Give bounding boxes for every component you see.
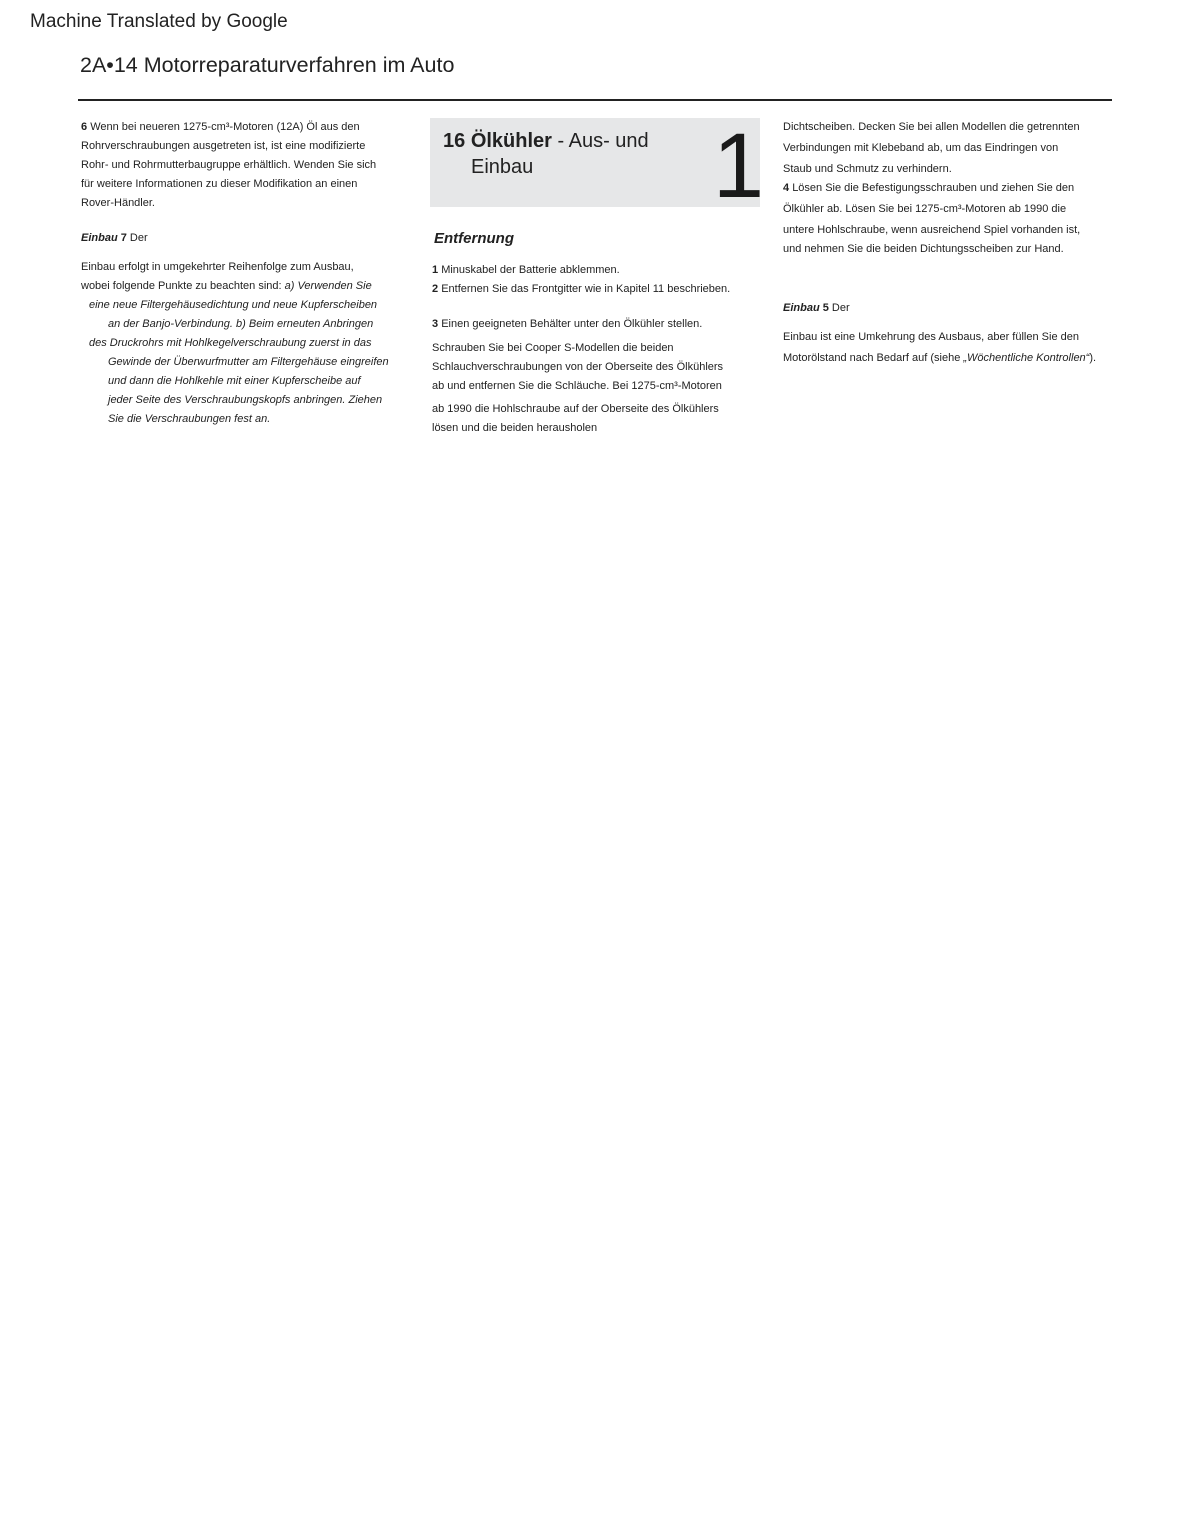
step-text: Lösen Sie die Befestigungsschrauben und ziehen Sie den <box>792 182 1075 194</box>
section-title <box>443 128 703 180</box>
step-text: Entfernen Sie das Frontgitter wie in Kapitel 11 beschrieben. <box>441 283 731 295</box>
text-italic: Gewinde der Überwurfmutter am Filtergehäuse eingreifen <box>108 356 389 368</box>
text-line: Rohrverschraubungen ausgetreten ist, ist eine modifizierte <box>81 140 366 152</box>
text-line: Verbindungen mit Klebeband ab, um das Eindringen von <box>783 142 1059 154</box>
step-number: 7 <box>120 232 127 244</box>
text-line: Schrauben Sie bei Cooper S-Modellen die beiden <box>432 342 674 354</box>
text-line: Dichtscheiben. Decken Sie bei allen Modellen die getrennten <box>783 121 1080 133</box>
paragraph-6 <box>81 118 417 137</box>
step-number: 4 <box>783 182 790 194</box>
text-italic: an der Banjo-Verbindung. b) Beim erneuten Anbringen <box>108 318 374 330</box>
step-3 <box>432 315 762 334</box>
text-line: ab 1990 die Hohlschraube auf der Oberseite des Ölkühlers <box>432 403 719 415</box>
difficulty-number: 1 <box>712 115 764 217</box>
text-line: untere Hohlschraube, wenn ausreichend Spiel vorhanden ist, <box>783 224 1081 236</box>
section-heading-box <box>430 115 764 217</box>
step-text: Minuskabel der Batterie abklemmen. <box>441 264 620 276</box>
step-number: 5 <box>822 302 829 314</box>
text-plain: Motorölstand nach Bedarf auf (siehe <box>783 352 964 364</box>
text-line <box>81 315 417 334</box>
text-line: für weitere Informationen zu dieser Modifikation an einen <box>81 178 358 190</box>
text-plain: wobei folgende Punkte zu beachten sind: <box>81 280 285 292</box>
text-line <box>81 277 417 296</box>
column-1 <box>81 118 417 429</box>
text-line <box>81 353 417 372</box>
text-line: Einbau erfolgt in umgekehrter Reihenfolge zum Ausbau, <box>81 261 354 273</box>
text-line <box>81 296 417 315</box>
step-number: 3 <box>432 318 439 330</box>
text-word: Der <box>129 232 148 244</box>
text-line <box>81 372 417 391</box>
step-number: 2 <box>432 283 439 295</box>
text-line: Rover-Händler. <box>81 197 155 209</box>
text-line: Rohr- und Rohrmutterbaugruppe erhältlich. Wenden Sie sich <box>81 159 377 171</box>
text-italic: des Druckrohrs mit Hohlkegelverschraubung zuerst in das <box>89 337 372 349</box>
text-line <box>81 334 417 353</box>
text-italic: und dann die Hohlkehle mit einer Kupferscheibe auf <box>108 375 361 387</box>
header-divider <box>78 99 1112 101</box>
text-italic: „Wöchentliche Kontrollen“ <box>963 352 1090 364</box>
step-text: Einen geeigneten Behälter unter den Ölkühler stellen. <box>441 318 703 330</box>
text-line: Wenn bei neueren 1275-cm³-Motoren (12A) Öl aus den <box>90 121 360 133</box>
section-number: 16 <box>443 130 466 152</box>
column-2 <box>432 115 764 438</box>
page-title: 2A•14 Motorreparaturverfahren im Auto <box>80 53 455 77</box>
einbau-heading <box>81 229 417 248</box>
machine-translated-banner: Machine Translated by Google <box>30 11 288 32</box>
text-italic: a) Verwenden Sie <box>284 280 372 292</box>
section-title-rest: - Aus- und <box>551 130 649 152</box>
section-title-bold: Ölkühler <box>470 130 552 152</box>
text-line: Schlauchverschraubungen von der Oberseite des Ölkühlers <box>432 361 724 373</box>
column-3 <box>783 118 1128 368</box>
text-line <box>783 349 1128 368</box>
text-line <box>81 410 417 429</box>
step-number: 1 <box>432 264 439 276</box>
step-4 <box>783 179 1128 198</box>
section-title-line2: Einbau <box>471 156 534 178</box>
text-line <box>81 391 417 410</box>
text-line: lösen und die beiden herausholen <box>432 422 598 434</box>
text-line: ab und entfernen Sie die Schläuche. Bei 1275-cm³-Motoren <box>432 380 722 392</box>
text-line: Staub und Schmutz zu verhindern. <box>783 163 952 175</box>
einbau-heading <box>783 299 1128 318</box>
text-italic: eine neue Filtergehäusedichtung und neue Kupferscheiben <box>89 299 378 311</box>
einbau-label: Einbau <box>783 302 820 314</box>
text-line: und nehmen Sie die beiden Dichtungsscheiben zur Hand. <box>783 243 1064 255</box>
step-1 <box>432 261 762 280</box>
text-line: Ölkühler ab. Lösen Sie bei 1275-cm³-Motoren ab 1990 die <box>783 203 1067 215</box>
step-number: 6 <box>81 121 88 133</box>
text-plain: ). <box>1089 352 1097 364</box>
text-line: Einbau ist eine Umkehrung des Ausbaus, aber füllen Sie den <box>783 331 1079 343</box>
text-italic: Sie die Verschraubungen fest an. <box>108 413 271 425</box>
subheading-entfernung: Entfernung <box>434 230 514 247</box>
einbau-label: Einbau <box>81 232 118 244</box>
text-italic: jeder Seite des Verschraubungskopfs anbringen. Ziehen <box>108 394 383 406</box>
step-2 <box>432 280 762 299</box>
text-word: Der <box>831 302 850 314</box>
